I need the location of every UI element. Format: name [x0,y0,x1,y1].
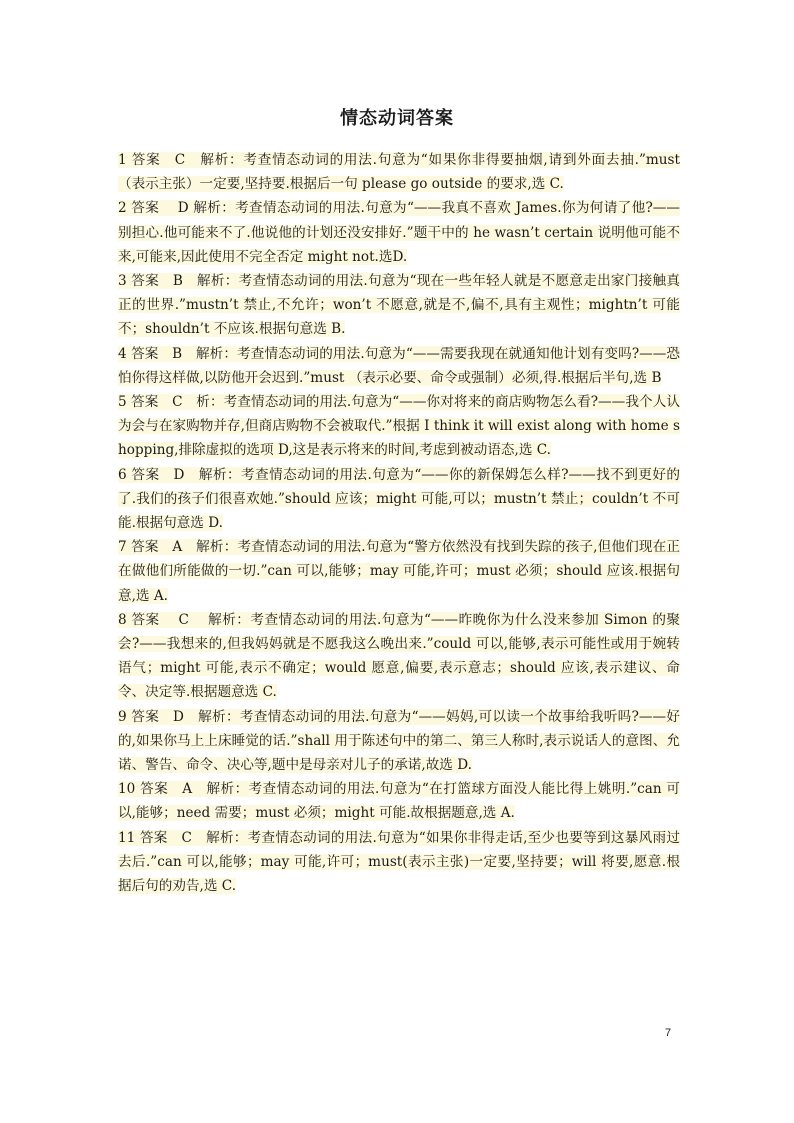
answer-11-text: 11 答案 C 解析：考查情态动词的用法.句意为“如果你非得走话,至少也要等到这暴风雨过去后.”can 可以,能够；may 可能,许可；must(表示主张)一定要,坚持要；will 将要,愿意.根据后句的劝告,选 C. [118,829,680,895]
answer-2 [118,196,680,269]
answer-8 [118,608,680,705]
answer-9-text: 9 答案 D 解析：考查情态动词的用法.句意为“——妈妈,可以读一个故事给我听吗?——好的,如果你马上上床睡觉的话.”shall 用于陈述句中的第二、第三人称时,表示说话人的意图、允诺、警告、命令、决心等,题中是母亲对儿子的承诺,故选 D. [118,708,680,774]
answer-9 [118,705,680,778]
answer-11 [118,826,680,899]
answer-3 [118,269,680,342]
answer-10-text: 10 答案 A 解析：考查情态动词的用法.句意为“在打篮球方面没人能比得上姚明.”can 可以,能够；need 需要；must 必须；might 可能.故根据题意,选 A. [118,781,680,822]
answer-8-text: 8 答案 C 解析：考查情态动词的用法.句意为“——昨晚你为什么没来参加 Simon 的聚会?——我想来的,但我妈妈就是不愿我这么晚出来.”could 可以,能够,表示可能性或用于婉转语气；might 可能,表示不确定；would 愿意,偏要,表示意志；should 应该,表示建议、命令、决定等.根据题意选 C. [118,611,680,701]
answer-1 [118,148,680,196]
answer-2-text: 2 答案 D 解析：考查情态动词的用法.句意为“——我真不喜欢 James.你为何请了他?——别担心.他可能来不了.他说他的计划还没安排好.”题干中的 he wasn’t certain 说明他可能不来,可能来,因此使用不完全否定 might not.选D. [118,200,680,265]
answer-7 [118,535,680,608]
answer-4-text: 4 答案 B 解析：考查情态动词的用法.句意为“——需要我现在就通知他计划有变吗?——恐怕你得这样做,以防他开会迟到.”must （表示必要、命令或强制）必须,得.根据后半句,选 B [118,345,680,386]
answer-10 [118,777,680,825]
page-title: 情态动词答案 [340,108,454,129]
page-number: 7 [665,1027,672,1039]
answer-list [118,148,680,898]
answer-1-text: 1 答案 C 解析：考查情态动词的用法.句意为“如果你非得要抽烟,请到外面去抽.”must （表示主张）一定要,坚持要.根据后一句 please go outside 的要求,选 C. [118,152,680,193]
answer-6-text: 6 答案 D 解析：考查情态动词的用法.句意为“——你的新保姆怎么样?——找不到更好的了.我们的孩子们很喜欢她.”should 应该；might 可能,可以；mustn’t 禁止；couldn’t 不可能.根据句意选 D. [118,466,680,532]
answer-7-text: 7 答案 A 解析：考查情态动词的用法.句意为“警方依然没有找到失踪的孩子,但他们现在正在做他们所能做的一切.”can 可以,能够；may 可能,许可；must 必须；should 应该.根据句意,选 A. [118,539,680,604]
answer-5-text: 5 答案 C 析：考查情态动词的用法.句意为“——你对将来的商店购物怎么看?——我个人认为会与在家购物并存,但商店购物不会被取代.”根据 I think it will exist along with home shopping,排除虚拟的选项 D,这是表示将来的时间,考虑到被动语态,选 C. [118,394,680,459]
answer-3-text: 3 答案 B 解析：考查情态动词的用法.句意为“现在一些年轻人就是不愿意走出家门接触真正的世界.”mustn’t 禁止,不允许；won’t 不愿意,就是不,偏不,具有主观性；mightn’t 可能不；shouldn’t 不应该.根据句意选 B. [118,273,680,338]
answer-6 [118,463,680,536]
answer-5 [118,390,680,463]
answer-4 [118,342,680,390]
